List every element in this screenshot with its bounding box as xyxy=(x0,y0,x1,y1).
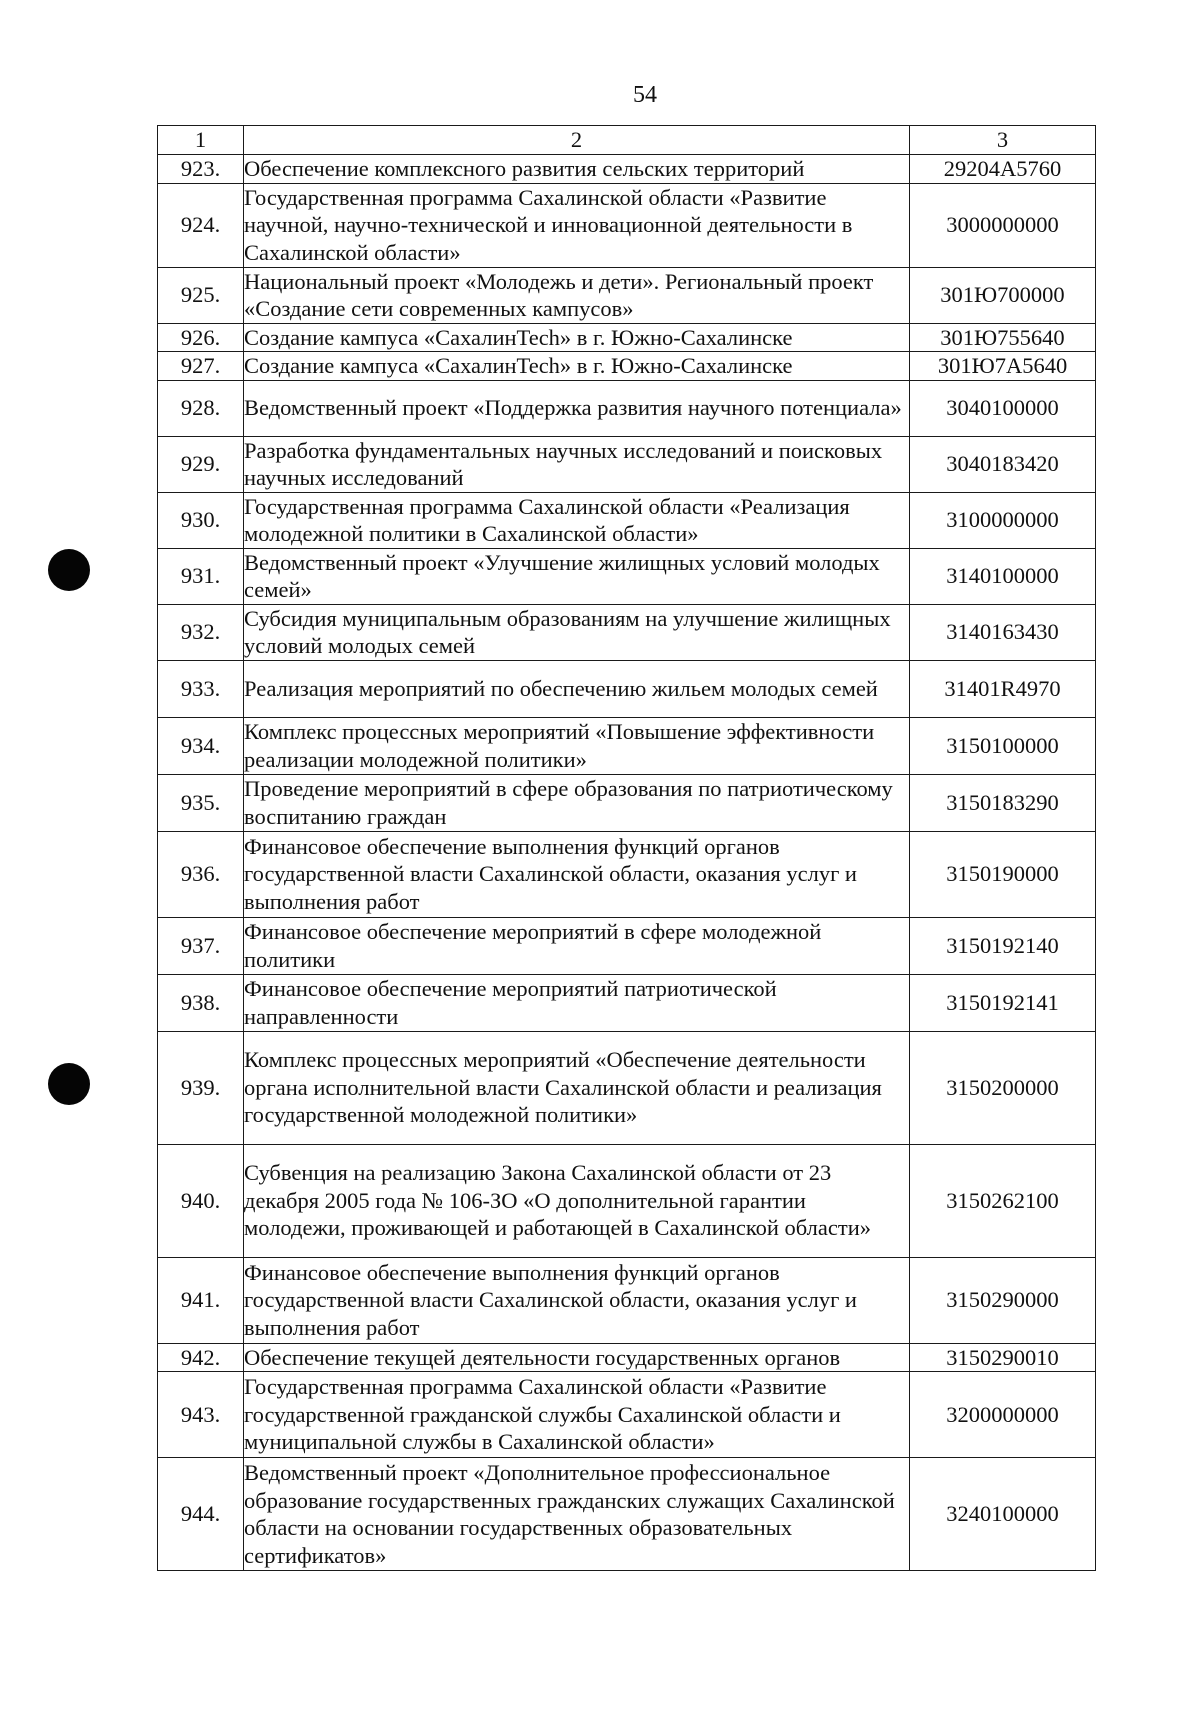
table-row xyxy=(158,352,1096,381)
row-code: 3000000000 xyxy=(910,183,1096,267)
table-row xyxy=(158,492,1096,548)
row-code: 301Ю755640 xyxy=(910,323,1096,352)
row-name: Разработка фундаментальных научных исследований и поисковых научных исследований xyxy=(244,436,910,492)
table-row xyxy=(158,1031,1096,1144)
row-number: 943. xyxy=(158,1372,244,1458)
row-code: 3150192140 xyxy=(910,917,1096,974)
table-row xyxy=(158,267,1096,323)
row-number: 932. xyxy=(158,604,244,660)
row-name: Государственная программа Сахалинской области «Реализация молодежной политики в Сахалинской области» xyxy=(244,492,910,548)
table-row xyxy=(158,974,1096,1031)
row-code: 3140163430 xyxy=(910,604,1096,660)
row-number: 935. xyxy=(158,774,244,831)
table-row xyxy=(158,917,1096,974)
row-code: 31401R4970 xyxy=(910,660,1096,717)
row-name: Финансовое обеспечение мероприятий в сфере молодежной политики xyxy=(244,917,910,974)
row-name: Обеспечение комплексного развития сельских территорий xyxy=(244,155,910,184)
row-code: 3200000000 xyxy=(910,1372,1096,1458)
row-name: Государственная программа Сахалинской области «Развитие государственной гражданской службы Сахалинской области и муниципальной службы в Сахалинской области» xyxy=(244,1372,910,1458)
table-row xyxy=(158,1372,1096,1458)
row-code: 3150183290 xyxy=(910,774,1096,831)
row-number: 940. xyxy=(158,1144,244,1257)
row-number: 924. xyxy=(158,183,244,267)
row-name: Создание кампуса «СахалинTech» в г. Южно-Сахалинске xyxy=(244,323,910,352)
row-number: 938. xyxy=(158,974,244,1031)
row-name: Комплекс процессных мероприятий «Повышение эффективности реализации молодежной политики» xyxy=(244,717,910,774)
row-number: 925. xyxy=(158,267,244,323)
row-name: Национальный проект «Молодежь и дети». Региональный проект «Создание сети современных кампусов» xyxy=(244,267,910,323)
page-number: 54 xyxy=(633,82,657,108)
table-row xyxy=(158,436,1096,492)
table-row xyxy=(158,660,1096,717)
table-row xyxy=(158,1257,1096,1343)
row-name: Государственная программа Сахалинской области «Развитие научной, научно-технической и инновационной деятельности в Сахалинской области» xyxy=(244,183,910,267)
row-code: 301Ю700000 xyxy=(910,267,1096,323)
table-row xyxy=(158,774,1096,831)
budget-classification-table xyxy=(157,125,1096,1571)
table-body xyxy=(158,155,1096,1571)
row-name: Субвенция на реализацию Закона Сахалинской области от 23 декабря 2005 года № 106-ЗО «О дополнительной гарантии молодежи, проживающей и работающей в Сахалинской области» xyxy=(244,1144,910,1257)
row-code: 3150290010 xyxy=(910,1343,1096,1372)
row-code: 3150200000 xyxy=(910,1031,1096,1144)
row-code: 301Ю7А5640 xyxy=(910,352,1096,381)
row-code: 3240100000 xyxy=(910,1458,1096,1571)
row-code: 3150262100 xyxy=(910,1144,1096,1257)
row-name: Ведомственный проект «Улучшение жилищных условий молодых семей» xyxy=(244,548,910,604)
row-name: Финансовое обеспечение выполнения функций органов государственной власти Сахалинской области, оказания услуг и выполнения работ xyxy=(244,1257,910,1343)
row-code: 3150290000 xyxy=(910,1257,1096,1343)
row-number: 944. xyxy=(158,1458,244,1571)
punch-hole-lower xyxy=(48,1063,90,1105)
table-row xyxy=(158,831,1096,917)
punch-hole-upper xyxy=(48,549,90,591)
row-code: 3040100000 xyxy=(910,380,1096,436)
table-row xyxy=(158,1144,1096,1257)
row-name: Финансовое обеспечение выполнения функций органов государственной власти Сахалинской области, оказания услуг и выполнения работ xyxy=(244,831,910,917)
table-row xyxy=(158,183,1096,267)
row-number: 941. xyxy=(158,1257,244,1343)
row-name: Ведомственный проект «Дополнительное профессиональное образование государственных гражданских служащих Сахалинской области на основании государственных образовательных сертификатов» xyxy=(244,1458,910,1571)
header-col-1: 1 xyxy=(158,126,244,155)
row-number: 923. xyxy=(158,155,244,184)
table-row xyxy=(158,1458,1096,1571)
table-row xyxy=(158,717,1096,774)
row-name: Реализация мероприятий по обеспечению жильем молодых семей xyxy=(244,660,910,717)
row-number: 931. xyxy=(158,548,244,604)
table-row xyxy=(158,1343,1096,1372)
row-code: 3150100000 xyxy=(910,717,1096,774)
table-row xyxy=(158,548,1096,604)
row-name: Субсидия муниципальным образованиям на улучшение жилищных условий молодых семей xyxy=(244,604,910,660)
row-number: 939. xyxy=(158,1031,244,1144)
table-header-row xyxy=(158,126,1096,155)
table-row xyxy=(158,155,1096,184)
row-number: 928. xyxy=(158,380,244,436)
row-name: Обеспечение текущей деятельности государственных органов xyxy=(244,1343,910,1372)
row-number: 930. xyxy=(158,492,244,548)
table-row xyxy=(158,323,1096,352)
row-code: 3100000000 xyxy=(910,492,1096,548)
row-number: 929. xyxy=(158,436,244,492)
row-name: Финансовое обеспечение мероприятий патриотической направленности xyxy=(244,974,910,1031)
row-name: Ведомственный проект «Поддержка развития научного потенциала» xyxy=(244,380,910,436)
row-number: 936. xyxy=(158,831,244,917)
row-number: 942. xyxy=(158,1343,244,1372)
row-number: 933. xyxy=(158,660,244,717)
row-number: 937. xyxy=(158,917,244,974)
row-code: 3040183420 xyxy=(910,436,1096,492)
row-code: 3150192141 xyxy=(910,974,1096,1031)
header-col-2: 2 xyxy=(244,126,910,155)
row-number: 927. xyxy=(158,352,244,381)
row-name: Проведение мероприятий в сфере образования по патриотическому воспитанию граждан xyxy=(244,774,910,831)
row-name: Создание кампуса «СахалинTech» в г. Южно-Сахалинске xyxy=(244,352,910,381)
table-row xyxy=(158,604,1096,660)
row-code: 3150190000 xyxy=(910,831,1096,917)
row-name: Комплекс процессных мероприятий «Обеспечение деятельности органа исполнительной власти Сахалинской области и реализация государственной молодежной политики» xyxy=(244,1031,910,1144)
row-code: 3140100000 xyxy=(910,548,1096,604)
header-col-3: 3 xyxy=(910,126,1096,155)
table-row xyxy=(158,380,1096,436)
row-code: 29204A5760 xyxy=(910,155,1096,184)
row-number: 926. xyxy=(158,323,244,352)
row-number: 934. xyxy=(158,717,244,774)
